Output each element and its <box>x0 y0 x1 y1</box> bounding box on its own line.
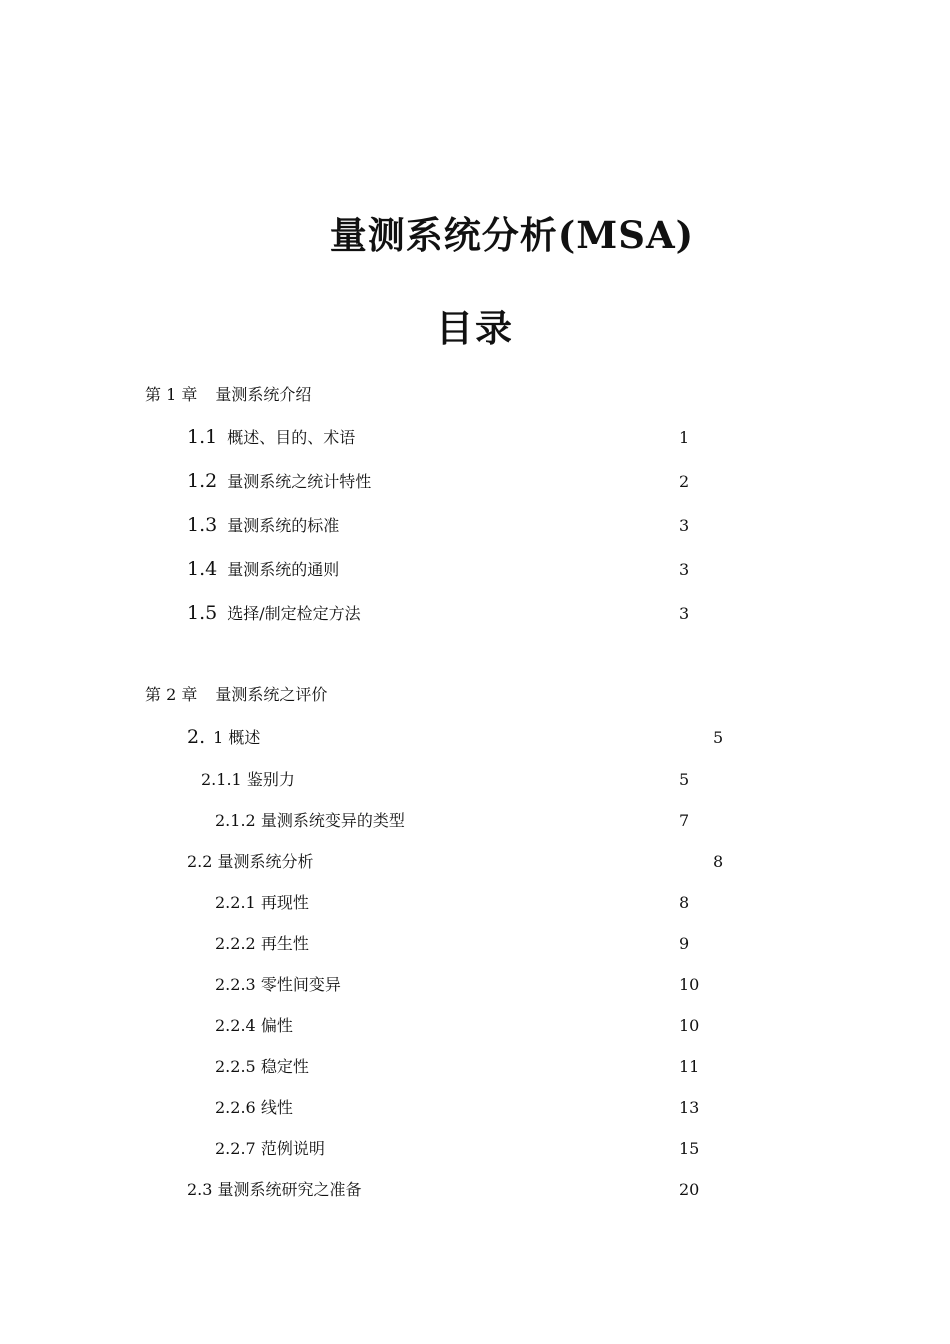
entry-number: 2.2 <box>187 852 213 871</box>
entry-text: 鉴别力 <box>246 770 295 789</box>
entry-page: 10 <box>679 1016 700 1035</box>
chapter-label: 第 2 章 <box>145 685 198 704</box>
entry-page: 11 <box>679 1057 700 1076</box>
entry-text: 量测系统之统计特性 <box>227 472 372 491</box>
entry-number: 2.2.3 <box>215 975 256 994</box>
entry-text: 量测系统分析 <box>217 852 314 871</box>
entry-text: 概述、目的、术语 <box>227 428 356 447</box>
entry-page: 2 <box>679 472 690 491</box>
toc-entry-1-1[interactable] <box>187 427 355 448</box>
toc-entry-2-1-2[interactable] <box>215 811 405 831</box>
entry-page: 9 <box>679 934 690 953</box>
entry-page: 8 <box>713 852 724 871</box>
entry-page: 5 <box>679 770 690 789</box>
chapter-2-heading <box>145 685 327 705</box>
entry-page: 3 <box>679 604 690 623</box>
toc-entry-2-2-6[interactable] <box>215 1098 293 1118</box>
entry-number: 2.2.1 <box>215 893 256 912</box>
toc-entry-2-2-1[interactable] <box>215 893 309 913</box>
toc-entry-2-2-7[interactable] <box>215 1139 325 1159</box>
entry-text: 1 概述 <box>213 728 261 747</box>
entry-number: 1.2 <box>187 470 218 492</box>
entry-page: 10 <box>679 975 700 994</box>
toc-entry-2-2-3[interactable] <box>215 975 341 995</box>
entry-text: 再生性 <box>260 934 309 953</box>
toc-entry-1-3[interactable] <box>187 515 339 536</box>
toc-heading: 目录 <box>436 306 514 350</box>
entry-text: 再现性 <box>260 893 309 912</box>
toc-entry-2-2[interactable] <box>187 852 314 872</box>
entry-number: 2.2.5 <box>215 1057 256 1076</box>
toc-entry-2-2-4[interactable] <box>215 1016 293 1036</box>
document-title: 量测系统分析(MSA) <box>329 213 695 257</box>
entry-text: 量测系统变异的类型 <box>260 811 405 830</box>
entry-number: 2.3 <box>187 1180 213 1199</box>
toc-entry-2-1[interactable] <box>187 727 260 748</box>
entry-number: 1.3 <box>187 514 218 536</box>
toc-entry-1-5[interactable] <box>187 603 361 624</box>
entry-number: 1.1 <box>187 426 218 448</box>
entry-number: 2.2.7 <box>215 1139 256 1158</box>
entry-text: 范例说明 <box>260 1139 325 1158</box>
toc-entry-2-2-2[interactable] <box>215 934 309 954</box>
entry-number: 2.2.6 <box>215 1098 256 1117</box>
toc-entry-2-1-1[interactable] <box>201 770 295 790</box>
toc-entry-2-2-5[interactable] <box>215 1057 309 1077</box>
entry-page: 20 <box>679 1180 700 1199</box>
toc-entry-1-2[interactable] <box>187 471 371 492</box>
entry-page: 3 <box>679 560 690 579</box>
toc-entry-1-4[interactable] <box>187 559 339 580</box>
chapter-label: 第 1 章 <box>145 385 198 404</box>
entry-number: 1.5 <box>187 602 218 624</box>
entry-page: 8 <box>679 893 690 912</box>
entry-number: 2.1.1 <box>201 770 242 789</box>
entry-page: 3 <box>679 516 690 535</box>
entry-number: 1.4 <box>187 558 218 580</box>
entry-page: 13 <box>679 1098 700 1117</box>
entry-number: 2.2.4 <box>215 1016 256 1035</box>
entry-text: 量测系统的标准 <box>227 516 340 535</box>
entry-text: 量测系统的通则 <box>227 560 340 579</box>
entry-text: 选择/制定检定方法 <box>227 604 361 623</box>
entry-page: 5 <box>713 728 724 747</box>
entry-page: 7 <box>679 811 690 830</box>
chapter-title: 量测系统介绍 <box>215 385 312 404</box>
entry-page: 15 <box>679 1139 700 1158</box>
toc-entry-2-3[interactable] <box>187 1180 362 1200</box>
entry-text: 偏性 <box>260 1016 293 1035</box>
entry-number: 2. <box>187 726 206 748</box>
chapter-1-heading <box>145 385 311 405</box>
entry-number: 2.1.2 <box>215 811 256 830</box>
chapter-title: 量测系统之评价 <box>215 685 328 704</box>
entry-page: 1 <box>679 428 690 447</box>
entry-text: 零性间变异 <box>260 975 341 994</box>
entry-text: 量测系统研究之准备 <box>217 1180 362 1199</box>
entry-text: 线性 <box>260 1098 293 1117</box>
entry-text: 稳定性 <box>260 1057 309 1076</box>
entry-number: 2.2.2 <box>215 934 256 953</box>
